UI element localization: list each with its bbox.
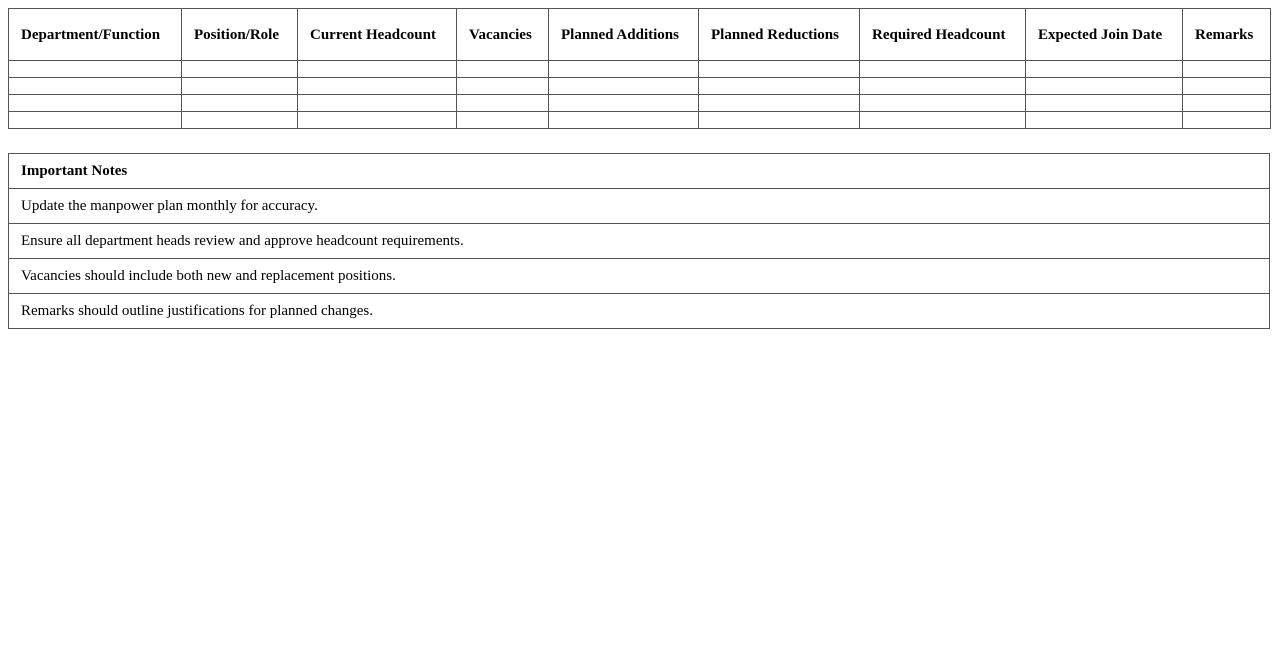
table-cell bbox=[1183, 112, 1271, 129]
table-cell bbox=[9, 95, 182, 112]
table-cell bbox=[9, 112, 182, 129]
table-cell bbox=[860, 61, 1026, 78]
list-item bbox=[9, 259, 1270, 294]
table-cell bbox=[1183, 95, 1271, 112]
table-cell bbox=[860, 112, 1026, 129]
table-cell bbox=[457, 78, 549, 95]
table-cell bbox=[549, 112, 699, 129]
table-cell bbox=[182, 112, 298, 129]
table-cell bbox=[182, 61, 298, 78]
manpower-plan-table bbox=[8, 8, 1271, 129]
table-cell bbox=[860, 95, 1026, 112]
table-cell bbox=[9, 78, 182, 95]
table-cell bbox=[298, 95, 457, 112]
table-cell bbox=[298, 61, 457, 78]
table-cell bbox=[182, 78, 298, 95]
list-item bbox=[9, 224, 1270, 259]
table-cell bbox=[1026, 61, 1183, 78]
table-row bbox=[9, 112, 1271, 129]
column-header-department: Department/Function bbox=[9, 9, 182, 61]
table-cell bbox=[9, 61, 182, 78]
table-row bbox=[9, 61, 1271, 78]
note-text: Remarks should outline justifications for planned changes. bbox=[9, 294, 1270, 329]
table-cell bbox=[457, 61, 549, 78]
column-header-expected-join-date: Expected Join Date bbox=[1026, 9, 1183, 61]
note-text: Update the manpower plan monthly for accuracy. bbox=[9, 189, 1270, 224]
table-header-row bbox=[9, 9, 1271, 61]
table-cell bbox=[298, 112, 457, 129]
list-item bbox=[9, 294, 1270, 329]
table-cell bbox=[1183, 78, 1271, 95]
table-cell bbox=[549, 78, 699, 95]
table-row bbox=[9, 95, 1271, 112]
note-text: Ensure all department heads review and approve headcount requirements. bbox=[9, 224, 1270, 259]
table-cell bbox=[699, 112, 860, 129]
important-notes-table bbox=[8, 153, 1270, 329]
table-cell bbox=[699, 78, 860, 95]
table-cell bbox=[182, 95, 298, 112]
notes-header-row bbox=[9, 154, 1270, 189]
column-header-planned-additions: Planned Additions bbox=[549, 9, 699, 61]
table-cell bbox=[860, 78, 1026, 95]
table-cell bbox=[699, 61, 860, 78]
document-body bbox=[8, 8, 1270, 329]
table-cell bbox=[1026, 95, 1183, 112]
table-cell bbox=[549, 61, 699, 78]
column-header-position: Position/Role bbox=[182, 9, 298, 61]
table-row bbox=[9, 78, 1271, 95]
column-header-vacancies: Vacancies bbox=[457, 9, 549, 61]
column-header-required-headcount: Required Headcount bbox=[860, 9, 1026, 61]
column-header-planned-reductions: Planned Reductions bbox=[699, 9, 860, 61]
table-cell bbox=[1026, 112, 1183, 129]
table-cell bbox=[457, 112, 549, 129]
table-cell bbox=[549, 95, 699, 112]
list-item bbox=[9, 189, 1270, 224]
note-text: Vacancies should include both new and replacement positions. bbox=[9, 259, 1270, 294]
table-cell bbox=[1183, 61, 1271, 78]
table-cell bbox=[1026, 78, 1183, 95]
table-cell bbox=[699, 95, 860, 112]
table-cell bbox=[298, 78, 457, 95]
notes-title: Important Notes bbox=[9, 154, 1270, 189]
column-header-remarks: Remarks bbox=[1183, 9, 1271, 61]
table-cell bbox=[457, 95, 549, 112]
column-header-current-headcount: Current Headcount bbox=[298, 9, 457, 61]
